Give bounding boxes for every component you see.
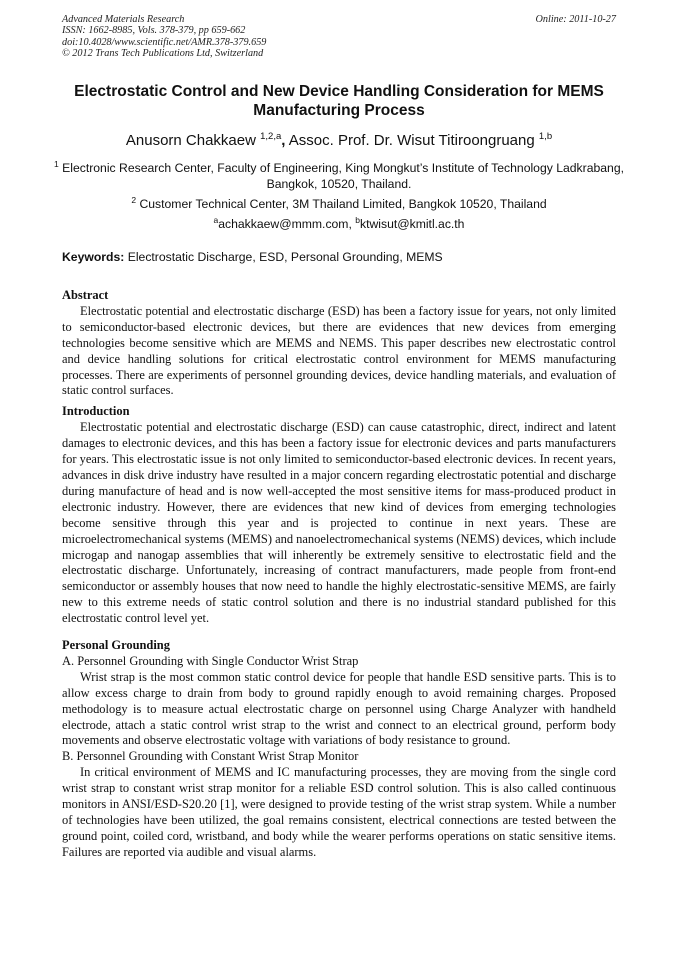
- issn-line: ISSN: 1662-8985, Vols. 378-379, pp 659-662: [62, 25, 246, 37]
- abstract-paragraph: Electrostatic potential and electrostatic discharge (ESD) has been a factory issue for years, not only limited to semiconductor-based electronic devices, but there are evidences that new devices from emerging technologies become sensitive which are MEMS and NEMS. This paper describes new electrostatic control and device handling solutions for critical electrostatic control environment for MEMS manufacturing processes. There are experiments of personnel grounding devices, device handling materials, and evaluation of static control surfaces.: [62, 303, 616, 398]
- keywords-label: Keywords:: [62, 250, 125, 264]
- subsection-b-heading: B. Personnel Grounding with Constant Wrist Strap Monitor: [62, 749, 359, 764]
- author-2-affiliation-sup: 1,b: [538, 131, 553, 142]
- subsection-b-paragraph: In critical environment of MEMS and IC manufacturing processes, they are moving from the single cord wrist strap to constant wrist strap monitor for a reliable ESD control solution. This is also called continuous monitors in ANSI/ESD-S20.20 [1], were designed to provide testing of the wrist strap system. While a number of technologies have been utilized, the goal remains consistent, electrical connections are tested between the ground point, coiled cord, wristband, and body while the wearer performs operations on static sensitive items. Failures are reported via audible and visual alarms.: [62, 765, 616, 859]
- personal-grounding-heading: Personal Grounding: [62, 638, 170, 653]
- introduction-paragraph: Electrostatic potential and electrostatic discharge (ESD) can cause catastrophic, direct, indirect and latent damages to electronic devices, and this has been a factory issue for electronic devices and parts manufacturers for years. This electrostatic issue is not only limited to semiconductor-based electronic devices. In recent years, advances in disk drive industry have resulted in a major concern regarding electrostatic potential and discharge during manufacture of head and is now well-accepted the most sensitive items for mass-produced product in electronic industry. However, there are evidences that new kind of devices from emerging technologies become sensitive through this year and is projected to continue in next years. These are microelectromechanical systems (MEMS) and nanoelectromechanical systems (NEMS) devices, which include microgap and nanogap assemblies that will inherently be extremely sensitive to electrostatic field and the electrostatic discharge. Unfortunately, increasing of contract manufacturers, made people from front-end semiconductor or assembly houses that now need to handle the highly electrostatic-sensitive MEMS, are fairly new to this extreme needs of static control solution and there is no industrial standard published for this electrostatic control level yet.: [62, 420, 616, 626]
- author-1-name: Anusorn Chakkaew: [125, 132, 256, 149]
- abstract-heading: Abstract: [62, 288, 109, 302]
- author-separator: ,: [281, 132, 286, 149]
- author-emails: [50, 213, 628, 233]
- introduction-heading: Introduction: [62, 404, 130, 419]
- author-2-name: Assoc. Prof. Dr. Wisut Titiroongruang: [288, 132, 535, 149]
- affiliation-2-number: 2: [131, 195, 137, 205]
- keywords: [62, 250, 443, 264]
- paper-title: Electrostatic Control and New Device Handling Consideration for MEMS Manufacturing Process: [74, 83, 604, 119]
- author-line: [40, 127, 638, 151]
- affiliation-1-number: 1: [54, 159, 59, 169]
- paper-body: [62, 288, 616, 861]
- subsection-a-heading: A. Personnel Grounding with Single Conductor Wrist Strap: [62, 653, 359, 668]
- doi-line[interactable]: doi:10.4028/www.scientific.net/AMR.378-379.659: [62, 36, 267, 48]
- affiliation-2-text: Customer Technical Center, 3M Thailand Limited, Bangkok 10520, Thailand: [139, 197, 547, 212]
- affiliation-1-text: Electronic Research Center, Faculty of Engineering, King Mongkut’s Institute of Technology Ladkrabang, Bangkok, 10520, Thailand.: [62, 161, 624, 191]
- email-a[interactable]: achakkaew@mmm.com,: [218, 217, 352, 232]
- subsection-a-paragraph: Wrist strap is the most common static control device for people that handle ESD sensitive parts. This is to allow excess charge to drain from body to ground rapidly enough to avoid remaining charges. Proposed methodology is to measure actual electrostatic charge on personnel using Charge Analyzer with handheld electrode, attach a static control wrist strap to the wrist and connect to an electrical ground, perform body movements and observe electrostatic voltage with variations of body resistance to ground.: [62, 669, 616, 748]
- email-a-sup: a: [213, 215, 219, 225]
- copyright-line: © 2012 Trans Tech Publications Ltd, Switzerland: [62, 48, 264, 60]
- author-1-affiliation-sup: 1,2,a: [260, 131, 282, 142]
- affiliation-2: [50, 193, 628, 213]
- affiliation-1: [50, 157, 628, 193]
- email-b[interactable]: ktwisut@kmitl.ac.th: [359, 217, 465, 232]
- email-b-sup: b: [355, 215, 360, 225]
- keywords-text: Electrostatic Discharge, ESD, Personal Grounding, MEMS: [127, 250, 443, 264]
- online-date: Online: 2011-10-27: [535, 14, 616, 25]
- journal-name: Advanced Materials Research: [62, 14, 185, 25]
- journal-header: [62, 14, 266, 60]
